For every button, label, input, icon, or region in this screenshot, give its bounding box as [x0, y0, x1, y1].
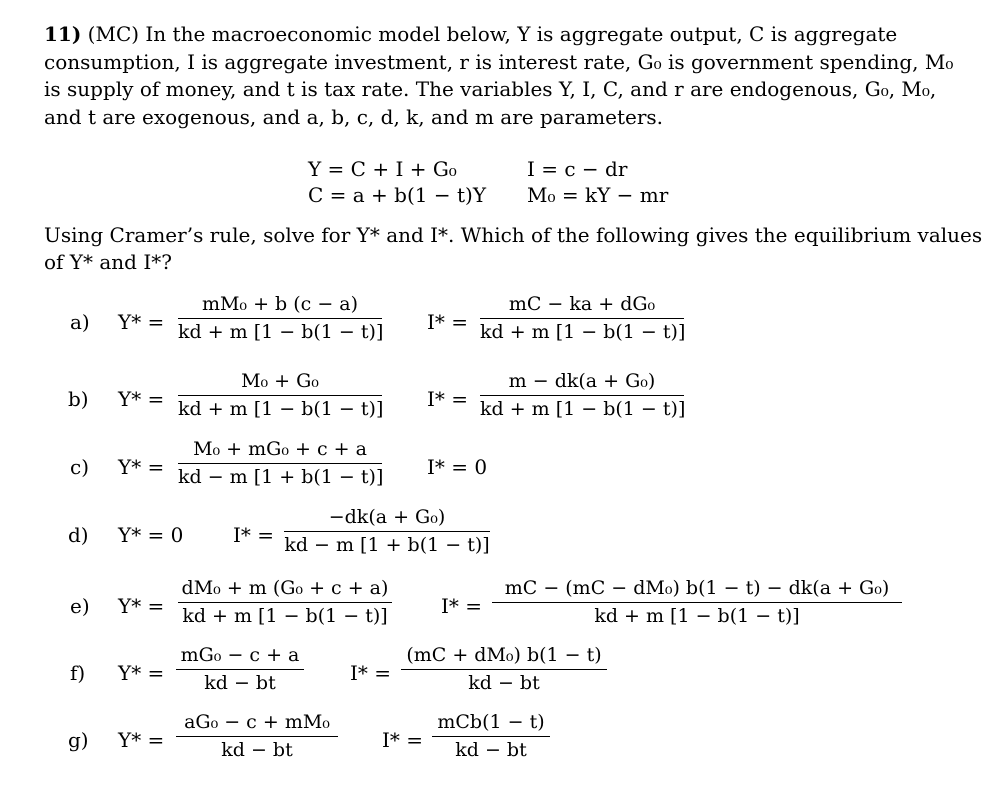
choice-label: c): [70, 455, 90, 479]
fraction-bar: [178, 602, 392, 603]
ask-line-1: Using Cramer’s rule, solve for Y* and I*. Which of the following gives the equilibrium values: [44, 223, 983, 247]
y-lhs: Y* =: [118, 455, 165, 479]
i-denominator: kd − m [1 + b(1 − t)]: [284, 534, 490, 556]
y-fraction: [176, 710, 338, 763]
i-fraction: [492, 576, 902, 629]
fraction-bar: [480, 318, 684, 319]
y-denominator: kd + m [1 − b(1 − t)]: [178, 398, 384, 420]
y-denominator: kd − bt: [221, 739, 293, 761]
ask-line-2: of Y* and I*?: [44, 250, 172, 274]
i-denominator: kd + m [1 − b(1 − t)]: [480, 398, 686, 420]
y-numerator: mM₀ + b (c − a): [201, 293, 359, 315]
model-equation-2: C = a + b(1 − t)Y: [308, 183, 487, 207]
y-fraction: [176, 643, 304, 696]
y-fraction: [178, 292, 382, 345]
fraction-bar: [178, 318, 382, 319]
y-fraction: [178, 369, 382, 422]
i-fraction: [401, 643, 607, 696]
model-equation-4: M₀ = kY − mr: [527, 183, 669, 207]
i-fraction: [480, 369, 684, 422]
i-fraction: [284, 505, 490, 558]
intro-line-2: consumption, I is aggregate investment, r is interest rate, G₀ is government spending, M₀: [44, 49, 954, 74]
fraction-bar: [178, 395, 382, 396]
y-numerator: M₀ + mG₀ + c + a: [193, 438, 367, 460]
y-numerator: dM₀ + m (G₀ + c + a): [181, 577, 389, 599]
i-denominator: kd + m [1 − b(1 − t)]: [594, 605, 800, 627]
i-fraction: [480, 292, 684, 345]
i-lhs: I* = 0: [427, 455, 488, 479]
i-numerator: (mC + dM₀) b(1 − t): [406, 644, 602, 666]
i-lhs: I* =: [441, 594, 483, 618]
y-numerator: aG₀ − c + mM₀: [184, 711, 330, 733]
y-lhs: Y* =: [118, 310, 165, 334]
i-fraction: [432, 710, 550, 763]
fraction-bar: [401, 669, 607, 670]
y-denominator: kd − m [1 + b(1 − t)]: [178, 466, 384, 488]
question-ask: [44, 222, 983, 276]
fraction-bar: [176, 669, 304, 670]
i-lhs: I* =: [382, 728, 424, 752]
y-fraction: [178, 576, 392, 629]
choice-label: a): [70, 310, 90, 334]
choice-label: e): [70, 594, 90, 618]
intro-line-4: and t are exogenous, and a, b, c, d, k, and m are parameters.: [44, 104, 664, 129]
intro-line-1: 11) (MC) In the macroeconomic model below, Y is aggregate output, C is aggregate: [44, 22, 898, 46]
i-lhs: I* =: [233, 523, 275, 547]
y-lhs: Y* =: [118, 594, 165, 618]
choice-label: d): [68, 523, 89, 547]
y-denominator: kd + m [1 − b(1 − t)]: [178, 321, 384, 343]
y-denominator: kd + m [1 − b(1 − t)]: [182, 605, 388, 627]
y-lhs: Y* =: [118, 387, 165, 411]
intro-line-3: is supply of money, and t is tax rate. The variables Y, I, C, and r are endogenous, G₀, M₀,: [44, 77, 937, 101]
question-number: 11): [44, 22, 82, 46]
choice-label: f): [70, 661, 86, 685]
i-lhs: I* =: [427, 387, 469, 411]
i-numerator: −dk(a + G₀): [328, 506, 446, 528]
i-denominator: kd − bt: [455, 739, 527, 761]
choice-label: b): [68, 387, 89, 411]
i-numerator: mC − (mC − dM₀) b(1 − t) − dk(a + G₀): [504, 577, 890, 599]
fraction-bar: [176, 736, 338, 737]
model-equation-1: Y = C + I + G₀: [308, 157, 457, 181]
y-numerator: M₀ + G₀: [241, 370, 319, 392]
question-intro: [44, 21, 954, 131]
y-denominator: kd − bt: [204, 672, 276, 694]
i-denominator: kd − bt: [468, 672, 540, 694]
i-numerator: mCb(1 − t): [437, 711, 545, 733]
y-fraction: [178, 437, 382, 490]
fraction-bar: [178, 463, 382, 464]
i-numerator: mC − ka + dG₀: [508, 293, 656, 315]
fraction-bar: [492, 602, 902, 603]
i-numerator: m − dk(a + G₀): [508, 370, 656, 392]
i-lhs: I* =: [350, 661, 392, 685]
fraction-bar: [480, 395, 684, 396]
y-numerator: mG₀ − c + a: [180, 644, 300, 666]
i-lhs: I* =: [427, 310, 469, 334]
y-lhs: Y* =: [118, 661, 165, 685]
fraction-bar: [284, 531, 490, 532]
y-lhs: Y* =: [118, 728, 165, 752]
choice-label: g): [68, 728, 89, 752]
fraction-bar: [432, 736, 550, 737]
model-equation-3: I = c − dr: [527, 157, 628, 181]
y-lhs: Y* = 0: [118, 523, 184, 547]
i-denominator: kd + m [1 − b(1 − t)]: [480, 321, 686, 343]
